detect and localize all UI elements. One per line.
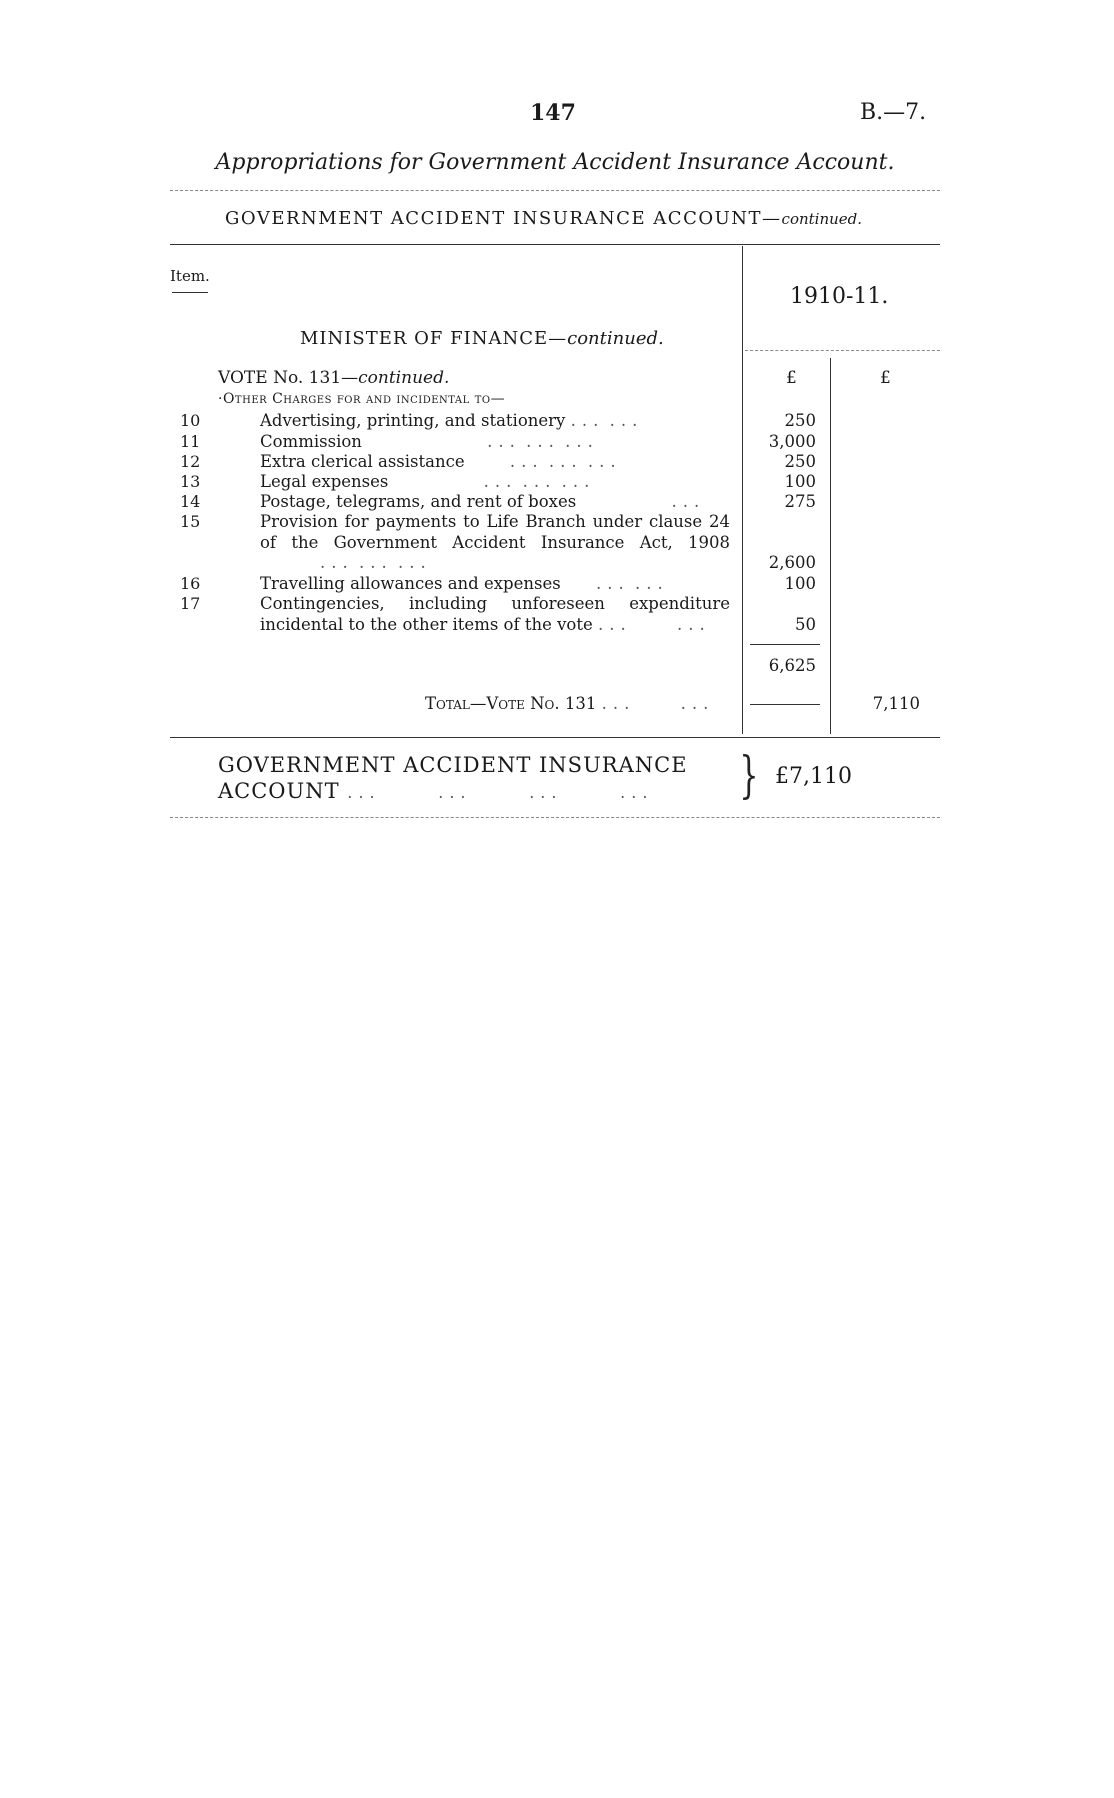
table-top-rule (170, 244, 940, 245)
brace-icon: } (739, 746, 759, 804)
title-divider (170, 190, 940, 191)
item-description-text: Provision for payments to Life Branch under clause 24 of the Government Accident Insurance Act, 1908 (260, 512, 730, 552)
table-bottom-rule (170, 737, 940, 738)
dot-leader: ... (438, 783, 472, 802)
item-description-text: Legal expenses (260, 472, 389, 491)
dot-leader: ... (620, 783, 654, 802)
item-header-rule (172, 292, 208, 293)
item-description (260, 574, 730, 595)
item-amount: 275 (784, 492, 816, 511)
vote-total-amount: 7,110 (872, 694, 920, 713)
vote-label-suffix: continued. (358, 368, 450, 388)
item-number: 14 (180, 492, 201, 511)
appropriations-title: Appropriations for Government Accident Insurance Account. (215, 150, 895, 175)
item-description (260, 594, 730, 635)
dot-leader: ... (522, 472, 557, 491)
item-description-text: Advertising, printing, and stationery (260, 411, 566, 430)
dot-leader: ... (359, 553, 393, 572)
item-description (260, 492, 730, 513)
vote-total-label (425, 694, 714, 713)
dot-leader: ... (320, 553, 354, 572)
item-amount: 100 (784, 574, 816, 593)
dot-leader: ... (509, 452, 544, 471)
account-total-label-text: GOVERNMENT ACCIDENT INSURANCE ACCOUNT (218, 753, 688, 803)
item-description (260, 411, 730, 432)
item-description-text: Commission (260, 432, 362, 451)
pound-symbol-subitems: £ (786, 368, 797, 388)
dot-leader: ... (347, 783, 381, 802)
item-number: 12 (180, 452, 201, 471)
charges-heading: ·Other Charges for and incidental to— (218, 391, 506, 407)
section-title (225, 208, 862, 229)
account-total-label (218, 752, 738, 806)
minister-heading-suffix: continued. (567, 328, 664, 349)
dot-leader: ... (398, 553, 432, 572)
vote-total-label-text: Total—Vote No. 131 (425, 694, 597, 713)
minister-heading (300, 328, 664, 349)
year-column-header: 1910-11. (790, 284, 889, 309)
item-description-text: Contingencies, including unforeseen expenditure incidental to the other items of the vote (260, 594, 730, 634)
dot-leader: ... (570, 411, 605, 430)
item-number: 13 (180, 472, 201, 491)
dot-leader: ... (671, 492, 706, 511)
dot-leader: ... (526, 432, 560, 451)
dot-leader: ... (609, 411, 644, 430)
account-total-amount: £7,110 (775, 764, 852, 789)
dot-leader: ... (677, 614, 711, 634)
amount-column-left-rule (742, 246, 743, 734)
item-description (260, 512, 730, 574)
year-header-rule (745, 350, 940, 351)
item-column-header: Item. (170, 267, 210, 285)
dot-leader: ... (548, 452, 583, 471)
vote-label (218, 368, 449, 388)
dot-leader: ... (598, 614, 632, 634)
section-title-text: GOVERNMENT ACCIDENT INSURANCE ACCOUNT— (225, 208, 782, 229)
item-number: 11 (180, 432, 201, 451)
item-description-text: Travelling allowances and expenses (260, 574, 561, 593)
item-description-text: Postage, telegrams, and rent of boxes (260, 492, 577, 511)
dot-leader: ... (561, 472, 596, 491)
item-amount: 3,000 (768, 432, 816, 451)
dot-leader: ... (483, 472, 518, 491)
subtotal-rule (750, 644, 820, 645)
amount-column-mid-rule (830, 358, 831, 734)
item-description (260, 452, 730, 473)
item-amount: 250 (784, 411, 816, 430)
item-amount: 2,600 (768, 553, 816, 572)
item-amount: 100 (784, 472, 816, 491)
page-number: 147 (530, 100, 576, 126)
dot-leader: ... (529, 783, 563, 802)
account-bottom-rule (170, 817, 940, 818)
item-description (260, 472, 730, 493)
section-title-suffix: continued. (781, 210, 863, 228)
subtotal-amount: 6,625 (768, 656, 816, 675)
subtotal-carry-rule (750, 704, 820, 705)
item-number: 16 (180, 574, 201, 593)
dot-leader: ... (587, 452, 622, 471)
item-number: 15 (180, 512, 201, 531)
pound-symbol-total: £ (880, 368, 891, 388)
item-amount: 250 (784, 452, 816, 471)
item-description (260, 432, 730, 453)
item-number: 10 (180, 411, 201, 430)
item-description-text: Extra clerical assistance (260, 452, 465, 471)
dot-leader: ... (680, 694, 715, 713)
vote-label-text: VOTE No. 131— (218, 368, 359, 388)
dot-leader: ... (634, 574, 669, 593)
dot-leader: ... (565, 432, 599, 451)
document-reference: B.—7. (860, 100, 927, 125)
minister-heading-text: MINISTER OF FINANCE— (300, 328, 568, 349)
dot-leader: ... (601, 694, 636, 713)
item-number: 17 (180, 594, 201, 613)
dot-leader: ... (595, 574, 630, 593)
dot-leader: ... (487, 432, 521, 451)
item-amount: 50 (795, 615, 816, 634)
